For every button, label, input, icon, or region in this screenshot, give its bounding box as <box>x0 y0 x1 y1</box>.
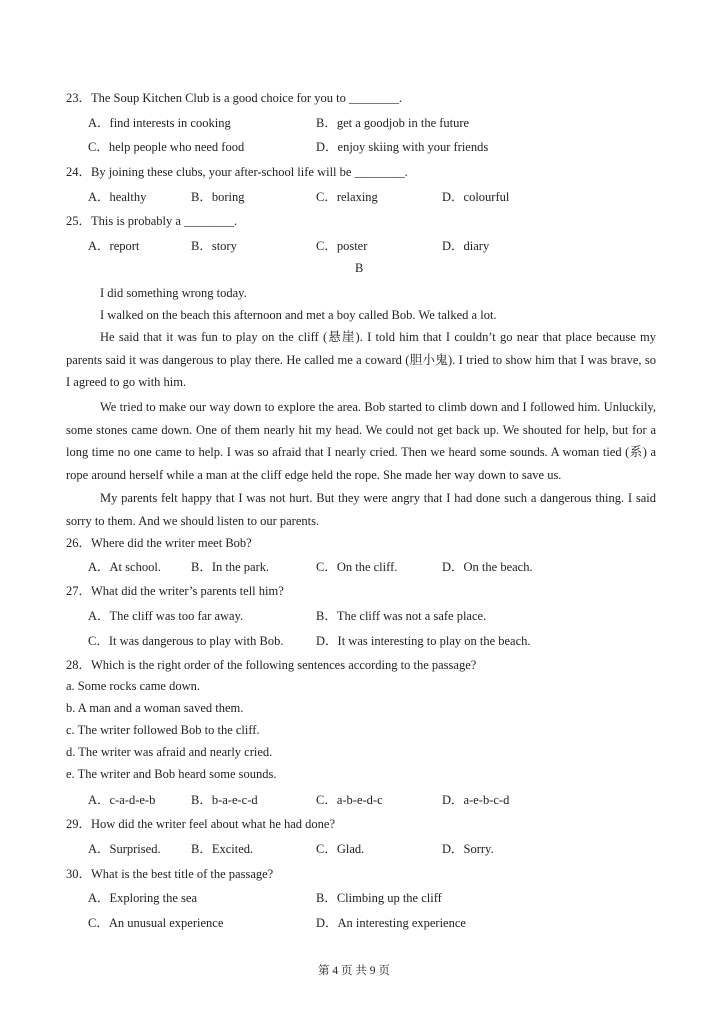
q25-option-a: A．report <box>88 239 140 253</box>
passage-paragraph-3: He said that it was fun to play on the cliff (悬崖). I told him that I couldn’t go near that place because my parents said it was dangerous to play there. He called me a coward (胆小鬼). I tried to show him that I was brave, so I agreed to go with him. <box>66 330 656 390</box>
q29-option-d: D．Sorry. <box>442 842 494 856</box>
passage-paragraph-5: My parents felt happy that I was not hurt. But they were angry that I had done such a dangerous thing. I said sorry to them. And we should listen to our parents. <box>66 491 656 528</box>
q27-option-b: B．The cliff was not a safe place. <box>316 609 487 623</box>
q25-option-b: B．story <box>191 239 237 253</box>
question-23-stem: 23．The Soup Kitchen Club is a good choice for you to ________. <box>66 91 403 105</box>
passage-paragraph-2: I walked on the beach this afternoon and met a boy called Bob. We talked a lot. <box>100 308 497 322</box>
q28-option-c: C．a-b-e-d-c <box>316 793 383 807</box>
page-number-footer: 第 4 页 共 9 页 <box>318 965 390 977</box>
q29-option-b: B．Excited. <box>191 842 254 856</box>
q28-option-d: D．a-e-b-c-d <box>442 793 510 807</box>
q26-option-b: B．In the park. <box>191 560 270 574</box>
passage-paragraph-4: We tried to make our way down to explore the area. Bob started to climb down and I followed him. Unluckily, some stones came down. One of them nearly hit my head. We could not get back up. We shouted for help, but for a long time no one came to help. I was so afraid that I nearly cried. Then we heard some sounds. A woman tied (系) a rope around herself while a man at the cliff edge held the rope. She made her way down to save us. <box>66 400 656 482</box>
q27-option-c: C．It was dangerous to play with Bob. <box>88 634 284 648</box>
q26-option-a: A．At school. <box>88 560 161 574</box>
q24-option-d: D．colourful <box>442 190 510 204</box>
q28-event-c: c. The writer followed Bob to the cliff. <box>66 723 260 737</box>
q23-option-a: A．find interests in cooking <box>88 116 231 130</box>
q28-event-b: b. A man and a woman saved them. <box>66 701 244 715</box>
q28-event-e: e. The writer and Bob heard some sounds. <box>66 767 277 781</box>
q30-option-b: B．Climbing up the cliff <box>316 891 442 905</box>
section-label: B <box>355 261 364 275</box>
q28-event-d: d. The writer was afraid and nearly cried. <box>66 745 273 759</box>
question-30-stem: 30．What is the best title of the passage? <box>66 867 274 881</box>
question-25-stem: 25．This is probably a ________. <box>66 214 238 228</box>
q24-option-b: B．boring <box>191 190 245 204</box>
q26-option-d: D．On the beach. <box>442 560 533 574</box>
q23-option-d: D．enjoy skiing with your friends <box>316 140 489 154</box>
question-29-stem: 29．How did the writer feel about what he had done? <box>66 817 336 831</box>
q28-option-b: B．b-a-e-c-d <box>191 793 258 807</box>
question-28-stem: 28．Which is the right order of the following sentences according to the passage? <box>66 658 477 672</box>
question-24-stem: 24．By joining these clubs, your after-school life will be ________. <box>66 165 408 179</box>
q27-option-d: D．It was interesting to play on the beach. <box>316 634 531 648</box>
q30-option-a: A．Exploring the sea <box>88 891 198 905</box>
q23-option-b: B．get a goodjob in the future <box>316 116 470 130</box>
q29-option-a: A．Surprised. <box>88 842 161 856</box>
q26-option-c: C．On the cliff. <box>316 560 398 574</box>
q24-option-a: A．healthy <box>88 190 147 204</box>
q25-option-d: D．diary <box>442 239 490 253</box>
q30-option-c: C．An unusual experience <box>88 916 224 930</box>
q27-option-a: A．The cliff was too far away. <box>88 609 244 623</box>
q24-option-c: C．relaxing <box>316 190 378 204</box>
q29-option-c: C．Glad. <box>316 842 365 856</box>
q28-event-a: a. Some rocks came down. <box>66 679 200 693</box>
q30-option-d: D．An interesting experience <box>316 916 466 930</box>
q25-option-c: C．poster <box>316 239 368 253</box>
question-27-stem: 27．What did the writer’s parents tell him? <box>66 584 284 598</box>
q28-option-a: A．c-a-d-e-b <box>88 793 156 807</box>
passage-paragraph-1: I did something wrong today. <box>100 286 247 300</box>
question-26-stem: 26．Where did the writer meet Bob? <box>66 536 252 550</box>
q23-option-c: C．help people who need food <box>88 140 245 154</box>
